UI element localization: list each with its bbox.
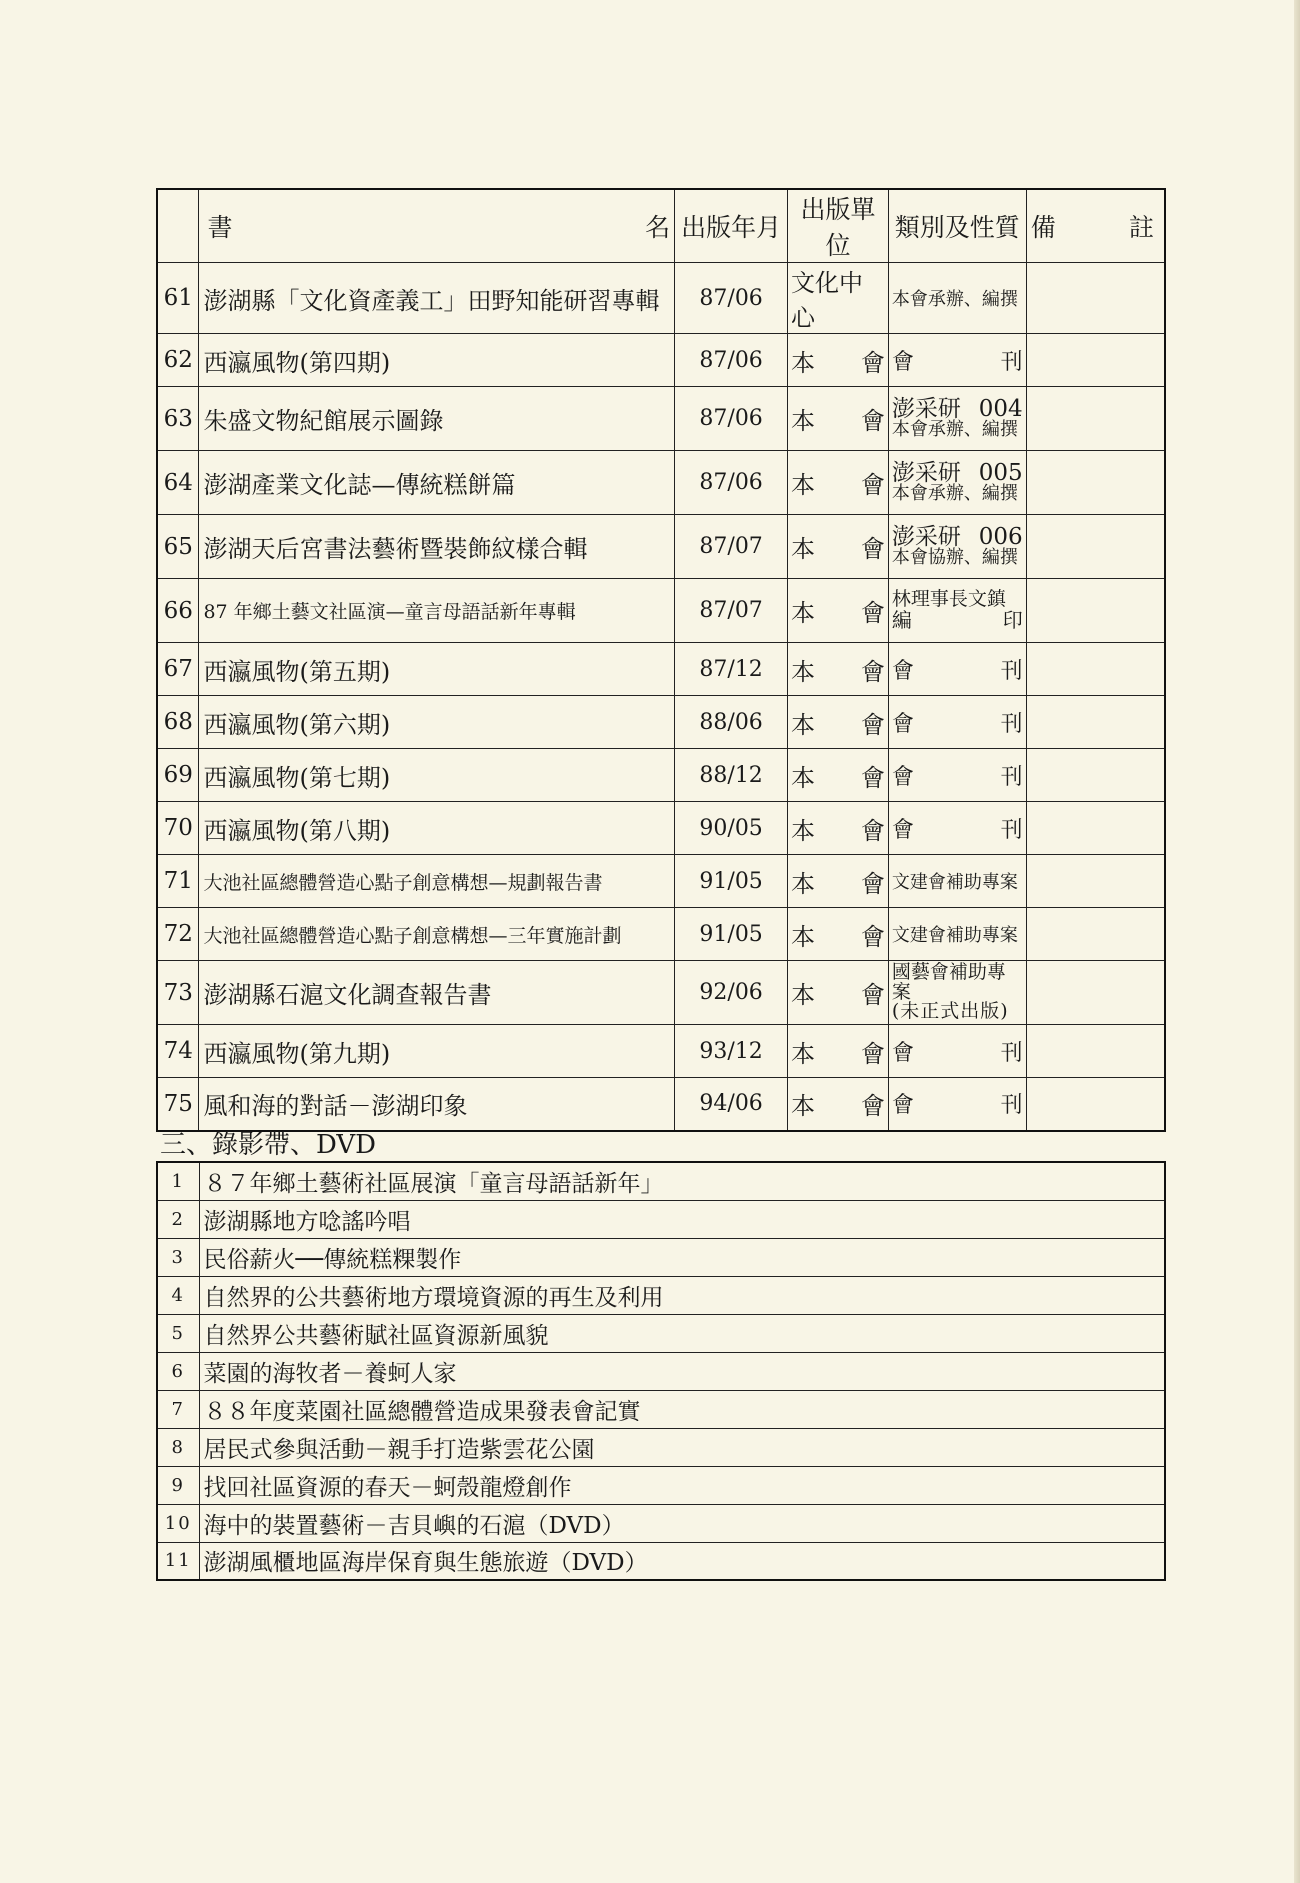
category-top — [892, 525, 1023, 549]
row-unit — [788, 263, 889, 334]
row-number: 72 — [157, 908, 199, 961]
row-category — [888, 263, 1026, 334]
category-top-a: 林理事長文鎮 — [891, 588, 1006, 611]
row-unit — [788, 451, 889, 515]
media-title: 澎湖風櫃地區海岸保育與生態旅遊（DVD） — [199, 1542, 1165, 1580]
row-note — [1026, 1078, 1165, 1131]
row-date: 91/05 — [675, 855, 788, 908]
row-unit — [788, 855, 889, 908]
media-table — [156, 1161, 1166, 1581]
row-date: 87/06 — [675, 263, 788, 334]
media-number: 11 — [157, 1542, 199, 1580]
row-title: 大池社區總體營造心點子創意構想—規劃報告書 — [199, 855, 675, 908]
row-note — [1026, 515, 1165, 579]
row-unit — [788, 696, 889, 749]
row-number: 64 — [157, 451, 199, 515]
unit-a: 本 — [791, 471, 816, 499]
row-title: 澎湖縣「文化資產義工」田野知能研習專輯 — [199, 263, 675, 334]
unit-a: 本 — [791, 1039, 816, 1068]
row-date: 92/06 — [675, 961, 788, 1025]
table-row — [157, 263, 1165, 334]
row-date: 87/07 — [675, 579, 788, 643]
row-date: 87/06 — [675, 451, 788, 515]
unit-a: 本 — [791, 710, 816, 739]
row-note — [1026, 696, 1165, 749]
unit-a: 本 — [791, 599, 816, 627]
table-row — [157, 855, 1165, 908]
category-spread — [889, 345, 1026, 376]
category-spread — [889, 813, 1026, 844]
category-two-line — [889, 590, 1026, 631]
row-number: 67 — [157, 643, 199, 696]
row-category — [888, 961, 1026, 1025]
category-two-line — [889, 525, 1026, 568]
row-date: 87/12 — [675, 643, 788, 696]
unit-a: 本 — [791, 348, 816, 377]
unit-a: 本 — [791, 763, 816, 792]
unit-b: 會 — [860, 348, 885, 377]
row-date: 90/05 — [675, 802, 788, 855]
unit-spread — [788, 652, 888, 687]
list-item — [157, 1238, 1165, 1276]
row-note — [1026, 579, 1165, 643]
row-note — [1026, 855, 1165, 908]
unit-spread — [788, 864, 888, 899]
media-title: 澎湖縣地方唸謠吟唱 — [199, 1200, 1165, 1238]
category-a: 會 — [891, 658, 914, 684]
unit-spread — [788, 975, 888, 1010]
media-title: 自然界的公共藝術地方環境資源的再生及利用 — [199, 1276, 1165, 1314]
category-top-a: 澎采研 — [891, 523, 961, 550]
row-category — [888, 1025, 1026, 1078]
row-number: 68 — [157, 696, 199, 749]
unit-a: 本 — [791, 535, 816, 563]
category-top-b: 005 — [978, 459, 1023, 486]
row-category — [888, 855, 1026, 908]
category-spread — [889, 654, 1026, 685]
unit-b: 會 — [860, 763, 885, 792]
list-item — [157, 1314, 1165, 1352]
table-row — [157, 1025, 1165, 1078]
row-category — [888, 334, 1026, 387]
category-b: 刊 — [1000, 1093, 1023, 1119]
row-number: 62 — [157, 334, 199, 387]
row-note — [1026, 802, 1165, 855]
media-title: 找回社區資源的春天－蚵殼龍燈創作 — [199, 1466, 1165, 1504]
category-top-a: 國藝會補助專案 — [891, 960, 1006, 1003]
media-number: 9 — [157, 1466, 199, 1504]
row-title: 西瀛風物(第九期) — [199, 1025, 675, 1078]
table-row — [157, 749, 1165, 802]
row-number: 65 — [157, 515, 199, 579]
table-row — [157, 1078, 1165, 1131]
media-title: 居民式參與活動－親手打造紫雲花公園 — [199, 1428, 1165, 1466]
list-item — [157, 1504, 1165, 1542]
category-b: 刊 — [1000, 658, 1023, 684]
category-top-b: 006 — [978, 523, 1023, 550]
media-number: 10 — [157, 1504, 199, 1542]
unit-b: 會 — [860, 1039, 885, 1068]
table-row — [157, 451, 1165, 515]
publications-table — [156, 188, 1166, 1132]
unit-spread — [788, 917, 888, 952]
unit-b: 會 — [860, 599, 885, 627]
list-item — [157, 1352, 1165, 1390]
page-edge — [1294, 0, 1300, 1883]
category-b: 刊 — [1000, 817, 1023, 843]
row-title: 大池社區總體營造心點子創意構想—三年實施計劃 — [199, 908, 675, 961]
media-number: 7 — [157, 1390, 199, 1428]
category-bottom: 本會協辦、編撰 — [891, 547, 1018, 569]
row-unit — [788, 749, 889, 802]
row-category — [888, 643, 1026, 696]
header-note-right: 註 — [1128, 213, 1154, 242]
row-note — [1026, 263, 1165, 334]
category-bottom-b: 印 — [1002, 607, 1023, 632]
row-unit — [788, 1078, 889, 1131]
unit-spread — [788, 343, 888, 378]
row-title: 西瀛風物(第七期) — [199, 749, 675, 802]
unit-b: 會 — [860, 816, 885, 845]
row-note — [1026, 961, 1165, 1025]
table-row — [157, 387, 1165, 451]
row-number: 66 — [157, 579, 199, 643]
row-date: 91/05 — [675, 908, 788, 961]
unit-b: 會 — [860, 922, 885, 951]
list-item — [157, 1428, 1165, 1466]
category-spread — [889, 760, 1026, 791]
table-row — [157, 908, 1165, 961]
row-unit — [788, 334, 889, 387]
category-top-b: 004 — [978, 395, 1023, 422]
table-header-row — [157, 189, 1165, 263]
unit-spread — [788, 1086, 888, 1121]
unit-b: 會 — [860, 407, 885, 435]
row-title: 澎湖產業文化誌—傳統糕餅篇 — [199, 451, 675, 515]
unit-spread — [788, 465, 888, 500]
header-title-left: 書 — [207, 213, 233, 242]
unit-b: 會 — [860, 710, 885, 739]
media-title: 菜園的海牧者－養蚵人家 — [199, 1352, 1165, 1390]
row-category — [888, 696, 1026, 749]
unit-a: 本 — [791, 981, 816, 1009]
table-row — [157, 643, 1165, 696]
row-category — [888, 1078, 1026, 1131]
section-heading-media: 三、錄影帶、DVD — [160, 1130, 377, 1160]
category-bottom: (未正式出版) — [891, 1000, 1009, 1023]
media-number: 3 — [157, 1238, 199, 1276]
list-item — [157, 1390, 1165, 1428]
category-a: 會 — [891, 349, 914, 375]
unit-a: 本 — [791, 922, 816, 951]
row-category — [888, 515, 1026, 579]
row-unit — [788, 387, 889, 451]
header-category: 類別及性質 — [888, 189, 1026, 263]
row-note — [1026, 334, 1165, 387]
row-number: 61 — [157, 263, 199, 334]
header-title-right: 名 — [645, 213, 671, 242]
table-row — [157, 334, 1165, 387]
media-number: 5 — [157, 1314, 199, 1352]
category-text: 本會承辦、編撰 — [891, 289, 1018, 310]
row-category — [888, 387, 1026, 451]
category-b: 刊 — [1000, 764, 1023, 790]
row-number: 69 — [157, 749, 199, 802]
row-number: 71 — [157, 855, 199, 908]
row-category — [888, 451, 1026, 515]
row-number: 70 — [157, 802, 199, 855]
unit-spread — [788, 705, 888, 740]
category-top — [892, 590, 1023, 610]
category-top — [892, 397, 1023, 421]
row-note — [1026, 387, 1165, 451]
row-unit — [788, 802, 889, 855]
category-a: 會 — [891, 1093, 914, 1119]
row-unit — [788, 579, 889, 643]
media-number: 6 — [157, 1352, 199, 1390]
row-number: 73 — [157, 961, 199, 1025]
category-a: 會 — [891, 764, 914, 790]
unit-a: 本 — [791, 657, 816, 686]
media-title: 海中的裝置藝術－吉貝嶼的石滬（DVD） — [199, 1504, 1165, 1542]
row-title: 風和海的對話－澎湖印象 — [199, 1078, 675, 1131]
unit-b: 會 — [860, 869, 885, 898]
category-top-a: 澎采研 — [891, 459, 961, 486]
media-title: 民俗薪火──傳統糕粿製作 — [199, 1238, 1165, 1276]
unit-text: 文化中心 — [791, 269, 864, 332]
row-title: 澎湖縣石滬文化調查報告書 — [199, 961, 675, 1025]
row-date: 87/06 — [675, 334, 788, 387]
unit-spread — [788, 811, 888, 846]
category-spread — [889, 1088, 1026, 1119]
category-text: 文建會補助專案 — [891, 925, 1018, 946]
row-unit — [788, 515, 889, 579]
category-spread — [889, 707, 1026, 738]
category-top — [891, 960, 1023, 1003]
unit-a: 本 — [791, 407, 816, 435]
table-row — [157, 961, 1165, 1025]
list-item — [157, 1466, 1165, 1504]
row-title: 澎湖天后宮書法藝術暨裝飾紋樣合輯 — [199, 515, 675, 579]
row-category — [888, 579, 1026, 643]
row-title: 西瀛風物(第五期) — [199, 643, 675, 696]
row-title: 87 年鄉土藝文社區演—童言母語話新年專輯 — [199, 579, 675, 643]
row-number: 63 — [157, 387, 199, 451]
row-category — [888, 908, 1026, 961]
header-note — [1026, 189, 1165, 263]
unit-a: 本 — [791, 1092, 816, 1121]
row-note — [1026, 451, 1165, 515]
category-two-line — [889, 397, 1026, 440]
category-a: 會 — [891, 711, 914, 737]
media-number: 8 — [157, 1428, 199, 1466]
unit-b: 會 — [860, 1092, 885, 1121]
list-item — [157, 1162, 1165, 1200]
row-date: 88/06 — [675, 696, 788, 749]
category-bottom: 本會承辦、編撰 — [891, 419, 1018, 441]
row-date: 87/07 — [675, 515, 788, 579]
table-row — [157, 802, 1165, 855]
row-number: 75 — [157, 1078, 199, 1131]
media-number: 1 — [157, 1162, 199, 1200]
unit-spread — [788, 1034, 888, 1069]
category-top — [892, 461, 1023, 485]
category-spread — [889, 1036, 1026, 1067]
unit-spread — [788, 593, 888, 628]
row-date: 87/06 — [675, 387, 788, 451]
category-b: 刊 — [1000, 349, 1023, 375]
header-title — [199, 189, 675, 263]
row-title: 西瀛風物(第八期) — [199, 802, 675, 855]
unit-a: 本 — [791, 869, 816, 898]
table-row — [157, 696, 1165, 749]
category-b: 刊 — [1000, 711, 1023, 737]
row-category — [888, 802, 1026, 855]
category-b: 刊 — [1000, 1040, 1023, 1066]
unit-b: 會 — [860, 471, 885, 499]
list-item — [157, 1276, 1165, 1314]
row-unit — [788, 643, 889, 696]
row-date: 93/12 — [675, 1025, 788, 1078]
list-item — [157, 1200, 1165, 1238]
row-note — [1026, 908, 1165, 961]
unit-spread — [788, 529, 888, 564]
category-text: 文建會補助專案 — [891, 872, 1018, 893]
unit-b: 會 — [860, 657, 885, 686]
unit-b: 會 — [860, 535, 885, 563]
row-unit — [788, 961, 889, 1025]
row-title: 西瀛風物(第四期) — [199, 334, 675, 387]
media-number: 2 — [157, 1200, 199, 1238]
row-date: 88/12 — [675, 749, 788, 802]
header-number — [157, 189, 199, 263]
category-two-line — [889, 960, 1026, 1023]
row-category — [888, 749, 1026, 802]
row-note — [1026, 749, 1165, 802]
media-title: ８７年鄉土藝術社區展演「童言母語話新年」 — [199, 1162, 1165, 1200]
row-note — [1026, 643, 1165, 696]
unit-spread — [788, 401, 888, 436]
row-title: 朱盛文物紀館展示圖錄 — [199, 387, 675, 451]
unit-a: 本 — [791, 816, 816, 845]
category-top-a: 澎采研 — [891, 395, 961, 422]
category-bottom: 本會承辦、編撰 — [891, 483, 1018, 505]
media-number: 4 — [157, 1276, 199, 1314]
row-unit — [788, 1025, 889, 1078]
unit-b: 會 — [860, 981, 885, 1009]
row-unit — [788, 908, 889, 961]
category-two-line — [889, 461, 1026, 504]
media-title: ８８年度菜園社區總體營造成果發表會記實 — [199, 1390, 1165, 1428]
row-number: 74 — [157, 1025, 199, 1078]
list-item — [157, 1542, 1165, 1580]
header-date: 出版年月 — [675, 189, 788, 263]
unit-spread — [788, 758, 888, 793]
category-a: 會 — [891, 1040, 914, 1066]
row-note — [1026, 1025, 1165, 1078]
header-unit: 出版單位 — [788, 189, 889, 263]
category-bottom-a: 編 — [891, 607, 912, 632]
table-row — [157, 579, 1165, 643]
category-a: 會 — [891, 817, 914, 843]
media-title: 自然界公共藝術賦社區資源新風貌 — [199, 1314, 1165, 1352]
header-note-left: 備 — [1030, 213, 1056, 242]
table-row — [157, 515, 1165, 579]
category-bottom — [891, 607, 1023, 632]
row-title: 西瀛風物(第六期) — [199, 696, 675, 749]
row-date: 94/06 — [675, 1078, 788, 1131]
